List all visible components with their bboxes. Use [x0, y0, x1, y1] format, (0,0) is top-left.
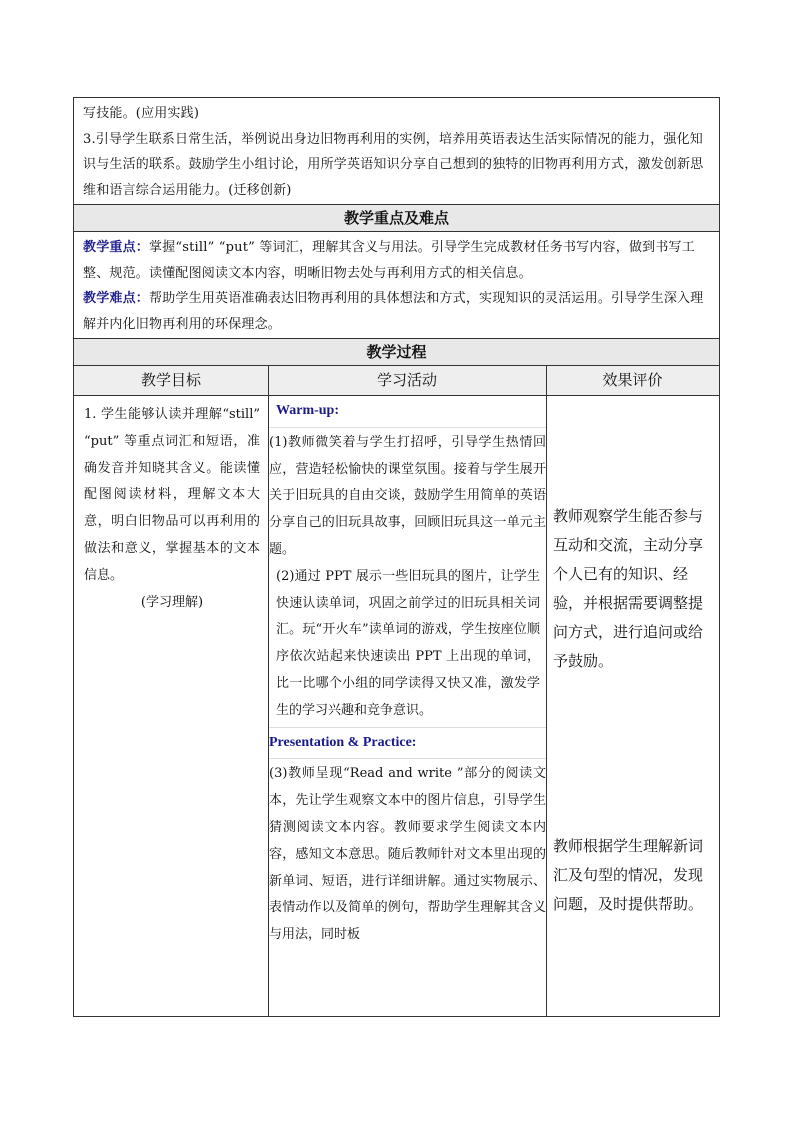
- teaching-focus: [83, 235, 713, 286]
- key-section-body: [74, 232, 719, 339]
- evaluation-2: 教师根据学生理解新词汇及句型的情况，发现问题，及时提供帮助。: [553, 837, 704, 913]
- warmup-title: Warm-up:: [276, 403, 339, 418]
- presentation-title: Presentation & Practice:: [269, 727, 546, 757]
- evaluation-1: 教师观察学生能否参与互动和交流，主动分享个人已有的知识、经验，并根据需要调整提问方式，进行追问或给予鼓励。: [553, 507, 704, 670]
- process-column-headers: [74, 366, 719, 396]
- lesson-plan-table: [73, 97, 720, 1017]
- teaching-difficulty: [83, 286, 713, 337]
- column-header-goal: 教学目标: [140, 371, 201, 389]
- goal-text: 1. 学生能够认读并理解“still” “put” 等重点词汇和短语，准确发音并知晓其含义。能读懂配图阅读材料，理解文本大意，明白旧物品可以再利用的做法和意义，掌握基本的文本信息。: [84, 407, 260, 583]
- activity-step-1: (1)教师微笑着与学生打招呼，引导学生热情回应，营造轻松愉快的课堂氛围。接着与学生展开关于旧玩具的自由交谈，鼓励学生用简单的英语分享自己的旧玩具故事，回顾旧玩具这一单元主题。: [269, 427, 546, 564]
- column-header-evaluation: 效果评价: [602, 371, 663, 389]
- column-header-activity: 学习活动: [376, 371, 437, 389]
- difficulty-label: 教学难点：: [83, 291, 150, 306]
- activity-step-3: (3)教师呈现“Read and write ”部分的阅读文本，先让学生观察文本中的图片信息，引导学生猜测阅读文本内容。教师要求学生阅读文本内容，感知文本意思。随后教师针对文本里出现的新单词、短语，进行详细讲解。通过实物展示、表情动作以及简单的例句，帮助学生理解其含义与用法，同时板: [269, 758, 546, 949]
- objective-3: 3.引导学生联系日常生活，举例说出身边旧物再利用的实例，培养用英语表达生活实际情况的能力，强化知识与生活的联系。鼓励学生小组讨论，用所学英语知识分享自己想到的独特的旧物再利用方式，激发创新思维和语言综合运用能力。(迁移创新): [83, 131, 704, 198]
- activity-step-2: (2)通过 PPT 展示一些旧玩具的图片，让学生快速认读单词，巩固之前学过的旧玩具相关词汇。玩“开火车”读单词的游戏，学生按座位顺序依次站起来快速读出 PPT 上出现的单词，比一比哪个小组的同学读得又快又准，激发学生的学习兴趣和竞争意识。: [276, 568, 540, 718]
- evaluation-cell: [547, 396, 719, 1016]
- difficulty-text: 帮助学生用英语准确表达旧物再利用的具体想法和方式，实现知识的灵活运用。引导学生深入理解并内化旧物再利用的环保理念。: [83, 291, 704, 332]
- goal-cell: [74, 396, 268, 1016]
- objectives-continuation: [74, 98, 719, 205]
- key-section-header: 教学重点及难点: [74, 205, 719, 232]
- objective-2-tail: 写技能。(应用实践): [83, 106, 200, 121]
- focus-text: 掌握“still” “put” 等词汇，理解其含义与用法。引导学生完成教材任务书写内容，做到书写工整、规范。读懂配图阅读文本内容，明晰旧物去处与再利用方式的相关信息。: [83, 240, 695, 281]
- focus-label: 教学重点：: [83, 240, 150, 255]
- activity-cell: [269, 396, 546, 1016]
- goal-category: (学习理解): [140, 594, 204, 610]
- process-section-header: 教学过程: [74, 339, 719, 366]
